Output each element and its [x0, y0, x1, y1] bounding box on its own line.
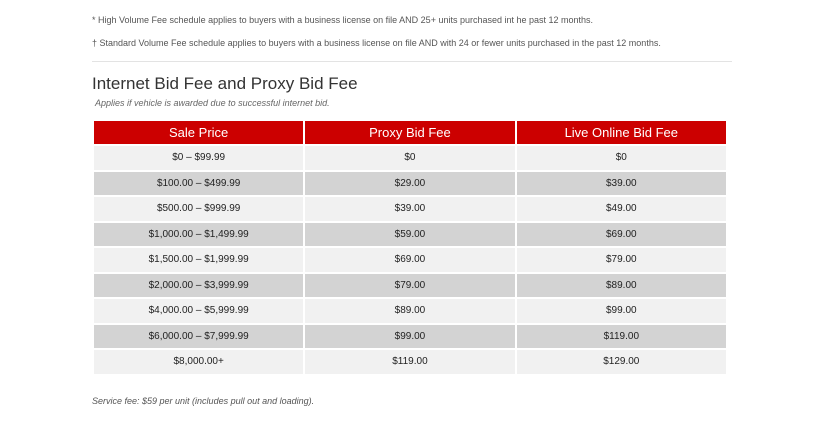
sale-price-cell: $1,000.00 – $1,499.99: [94, 223, 303, 247]
bid-fee-table: [92, 119, 728, 376]
proxy-fee-cell: $69.00: [305, 248, 514, 272]
live-fee-cell: $79.00: [517, 248, 726, 272]
table-row: [94, 299, 726, 323]
live-fee-cell: $99.00: [517, 299, 726, 323]
proxy-fee-cell: $99.00: [305, 325, 514, 349]
proxy-fee-cell: $89.00: [305, 299, 514, 323]
sale-price-cell: $4,000.00 – $5,999.99: [94, 299, 303, 323]
sale-price-cell: $0 – $99.99: [94, 146, 303, 170]
live-fee-cell: $0: [517, 146, 726, 170]
service-fee-note: Service fee: $59 per unit (includes pull out and loading).: [92, 396, 315, 406]
high-volume-footnote: * High Volume Fee schedule applies to buyers with a business license on file AND 25+ units purchased int he past 12 months.: [92, 15, 594, 25]
section-divider: [92, 61, 732, 62]
live-fee-cell: $69.00: [517, 223, 726, 247]
sale-price-cell: $1,500.00 – $1,999.99: [94, 248, 303, 272]
header-live-online-bid-fee: Live Online Bid Fee: [517, 121, 726, 144]
proxy-fee-cell: $79.00: [305, 274, 514, 298]
live-fee-cell: $129.00: [517, 350, 726, 374]
header-proxy-bid-fee: Proxy Bid Fee: [305, 121, 514, 144]
sale-price-cell: $6,000.00 – $7,999.99: [94, 325, 303, 349]
table-row: [94, 223, 726, 247]
header-sale-price: Sale Price: [94, 121, 303, 144]
proxy-fee-cell: $0: [305, 146, 514, 170]
live-fee-cell: $39.00: [517, 172, 726, 196]
proxy-fee-cell: $29.00: [305, 172, 514, 196]
proxy-fee-cell: $39.00: [305, 197, 514, 221]
table-row: [94, 274, 726, 298]
proxy-fee-cell: $59.00: [305, 223, 514, 247]
table-row: [94, 248, 726, 272]
table-row: [94, 172, 726, 196]
sale-price-cell: $100.00 – $499.99: [94, 172, 303, 196]
table-row: [94, 325, 726, 349]
live-fee-cell: $119.00: [517, 325, 726, 349]
table-row: [94, 350, 726, 374]
proxy-fee-cell: $119.00: [305, 350, 514, 374]
sale-price-cell: $8,000.00+: [94, 350, 303, 374]
sale-price-cell: $500.00 – $999.99: [94, 197, 303, 221]
table-header-row: [94, 121, 726, 144]
live-fee-cell: $89.00: [517, 274, 726, 298]
section-title: Internet Bid Fee and Proxy Bid Fee: [92, 74, 358, 93]
table-row: [94, 146, 726, 170]
section-note: Applies if vehicle is awarded due to successful internet bid.: [95, 98, 330, 108]
sale-price-cell: $2,000.00 – $3,999.99: [94, 274, 303, 298]
standard-volume-footnote: † Standard Volume Fee schedule applies to buyers with a business license on file AND with 24 or fewer units purchased in the past 12 months.: [92, 38, 661, 48]
live-fee-cell: $49.00: [517, 197, 726, 221]
table-row: [94, 197, 726, 221]
